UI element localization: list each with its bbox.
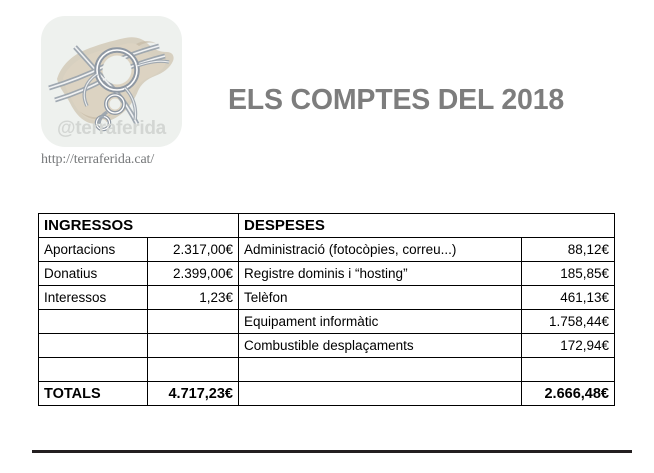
expense-total: 2.666,48€	[522, 382, 615, 406]
expense-label: Registre dominis i “hosting”	[239, 262, 522, 286]
income-amount: 2.317,00€	[148, 238, 239, 262]
accounts-table	[38, 213, 615, 406]
terraferida-logo	[41, 16, 182, 147]
income-label	[39, 310, 148, 334]
logo-watermark-text: @terraferida	[57, 118, 166, 139]
spacer-cell-d	[522, 358, 615, 382]
site-url-text: http://terraferida.cat/	[41, 152, 155, 167]
totals-row	[39, 382, 615, 406]
income-amount	[148, 310, 239, 334]
table-row	[39, 238, 615, 262]
page-title: ELS COMPTES DEL 2018	[228, 84, 564, 116]
logo-block	[41, 16, 182, 168]
expense-amount: 88,12€	[522, 238, 615, 262]
income-total: 4.717,23€	[148, 382, 239, 406]
spacer-cell-b	[148, 358, 239, 382]
expense-amount: 461,13€	[522, 286, 615, 310]
expense-amount: 172,94€	[522, 334, 615, 358]
expense-label: Administració (fotocòpies, correu...)	[239, 238, 522, 262]
expense-label: Combustible desplaçaments	[239, 334, 522, 358]
table-spacer-row	[39, 358, 615, 382]
spacer-cell-c	[239, 358, 522, 382]
expense-amount: 185,85€	[522, 262, 615, 286]
table-row	[39, 262, 615, 286]
expense-amount: 1.758,44€	[522, 310, 615, 334]
expense-label: Telèfon	[239, 286, 522, 310]
income-label: Interessos	[39, 286, 148, 310]
income-label: Aportacions	[39, 238, 148, 262]
expenses-header: DESPESES	[239, 214, 615, 238]
income-amount: 1,23€	[148, 286, 239, 310]
table-row	[39, 286, 615, 310]
income-amount: 2.399,00€	[148, 262, 239, 286]
table-row	[39, 310, 615, 334]
totals-label: TOTALS	[39, 382, 148, 406]
table-header-row	[39, 214, 615, 238]
income-amount	[148, 334, 239, 358]
income-label: Donatius	[39, 262, 148, 286]
income-label	[39, 334, 148, 358]
table-row	[39, 334, 615, 358]
header-area	[0, 0, 654, 200]
totals-middle-cell	[239, 382, 522, 406]
footer-divider	[32, 450, 632, 453]
income-header: INGRESSOS	[39, 214, 239, 238]
spacer-cell-a	[39, 358, 148, 382]
expense-label: Equipament informàtic	[239, 310, 522, 334]
